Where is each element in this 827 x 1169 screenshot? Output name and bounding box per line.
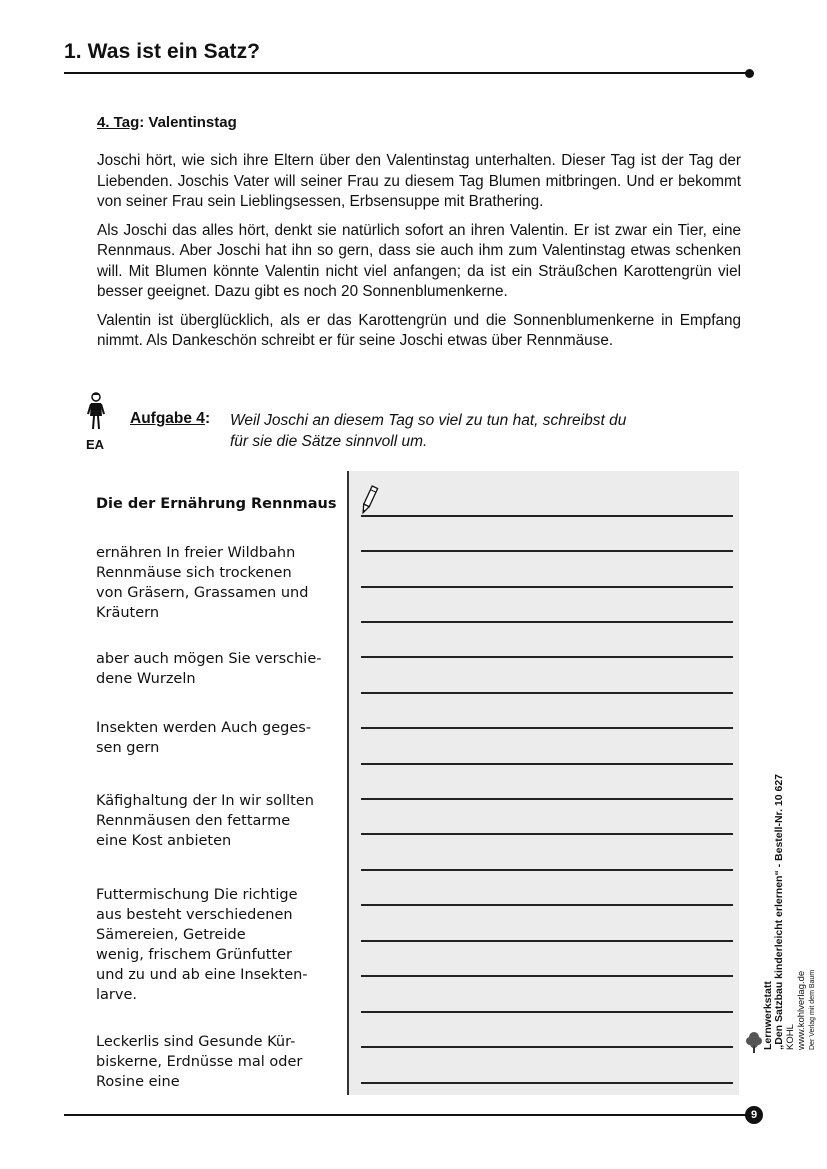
prompt-1: Die der Ernährung Rennmaus	[96, 496, 337, 512]
answer-line[interactable]	[361, 1046, 733, 1048]
answer-line[interactable]	[361, 833, 733, 835]
story-paragraph-3: Valentin ist überglücklich, als er das Karottengrün und die Sonnenblumenkerne in Empfang nimmt. Als Dankeschön schreibt er für seine Joschi etwas über Rennmäuse.	[97, 311, 741, 349]
prompt-4: Insekten werden Auch geges- sen gern	[96, 720, 312, 756]
task-instruction	[230, 410, 670, 452]
answer-line[interactable]	[361, 763, 733, 765]
answer-line[interactable]	[361, 692, 733, 694]
answer-line[interactable]	[361, 940, 733, 942]
task-instruction-line-1: Weil Joschi an diesem Tag so viel zu tun hat, schreibst du	[230, 412, 627, 429]
publisher-tag: Lernwerkstatt	[762, 981, 774, 1050]
day-number: 4. Tag	[97, 114, 140, 131]
answer-line[interactable]	[361, 975, 733, 977]
publisher-website: www.kohlverlag.de	[796, 970, 807, 1050]
answer-line[interactable]	[361, 1011, 733, 1013]
prompt-7: Leckerlis sind Gesunde Kür- biskerne, Erdnüsse mal oder Rosine eine	[96, 1034, 303, 1090]
prompt-5: Käfighaltung der In wir sollten Rennmäusen den fettarme eine Kost anbieten	[96, 793, 314, 849]
answer-line[interactable]	[361, 1082, 733, 1084]
answer-line[interactable]	[361, 586, 733, 588]
answer-line[interactable]	[361, 656, 733, 658]
column-divider	[347, 471, 349, 1095]
story-paragraph-1: Joschi hört, wie sich ihre Eltern über den Valentinstag unterhalten. Dieser Tag ist der Tag der Liebenden. Joschis Vater will seiner Frau zu diesem Tag Blumen mitbringen. Und er bekommt von seiner Frau sein Lieblingsessen, Erbsensuppe mit Brathering.	[97, 152, 741, 210]
work-form-label: EA	[86, 437, 105, 452]
book-title: „Den Satzbau kinderleicht erlernen“ - Bestell-Nr. 10 627	[773, 773, 785, 1050]
prompt-3: aber auch mögen Sie verschie- dene Wurzeln	[96, 651, 322, 687]
task-label: Aufgabe 4:	[130, 410, 211, 427]
answer-line[interactable]	[361, 621, 733, 623]
answer-line[interactable]	[361, 904, 733, 906]
answer-line[interactable]	[361, 798, 733, 800]
task-instruction-line-2: für sie die Sätze sinnvoll um.	[230, 433, 428, 450]
answer-line[interactable]	[361, 515, 733, 517]
child-figure-icon	[84, 392, 108, 432]
day-name: : Valentinstag	[139, 114, 237, 131]
pencil-icon	[359, 484, 379, 516]
publisher-slogan: Der Verlag mit dem Baum	[809, 969, 816, 1050]
tree-logo-icon	[745, 1030, 763, 1054]
chapter-title: 1. Was ist ein Satz?	[64, 40, 261, 63]
answer-line[interactable]	[361, 869, 733, 871]
publisher-sidebar	[763, 650, 818, 1050]
answer-line[interactable]	[361, 550, 733, 552]
prompt-2: ernähren In freier Wildbahn Rennmäuse sich trockenen von Gräsern, Grassamen und Kräutern	[96, 545, 309, 621]
story-text	[97, 151, 741, 360]
story-paragraph-2: Als Joschi das alles hört, denkt sie natürlich sofort an ihren Valentin. Er ist zwar ein Tier, eine Rennmaus. Aber Joschi hat ihn so gern, dass sie auch ihm zum Valentinstag etwas schenken will. Mit Blumen könnte Valentin nicht viel anfangen; da ist ein Sträußchen Karottengrün viel besser geeignet. Dazu gibt es noch 20 Sonnenblumenkerne.	[97, 221, 741, 300]
answer-line[interactable]	[361, 727, 733, 729]
footer-rule	[64, 1114, 750, 1116]
publisher-brand: KOHL	[785, 1024, 796, 1050]
title-rule-dot	[745, 69, 754, 78]
answer-area[interactable]	[347, 471, 739, 1095]
page-number: 9	[745, 1106, 763, 1124]
prompt-6: Futtermischung Die richtige aus besteht verschiedenen Sämereien, Getreide wenig, frischem Grünfutter und zu und ab eine Insekten- larve.	[96, 887, 308, 1003]
day-heading	[97, 114, 237, 131]
title-rule	[64, 72, 750, 74]
